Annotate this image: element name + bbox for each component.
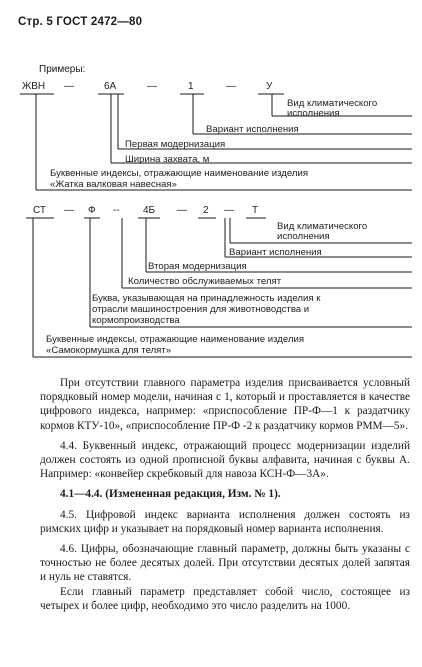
label-variant: Вариант исполнения	[206, 124, 299, 135]
code-dash: —	[64, 205, 74, 216]
label-first-modernization: Первая модернизация	[125, 139, 226, 150]
code-letters: ЖВН	[22, 81, 46, 92]
label-product-name: «Жатка валковая навесная»	[50, 179, 177, 190]
label-product-name: «Самокормушка для телят»	[46, 345, 172, 356]
label-letter-indices: Буквенные индексы, отражающие наименование изделия	[46, 334, 305, 345]
label-climate-line1: Вид климатического	[287, 98, 378, 109]
paragraph-no-main-parameter: При отсутствии главного параметра изделия присваивается условный порядковый номер модели, начиная с 1, который и проставляется в качестве цифрового индекса, например: «приспособление ПР-Ф—1 к раздатчику кормов КТУ-10», «приспособление ПР-Ф -2 к раздатчику кормов РММ—5».	[40, 377, 410, 432]
examples-label: Примеры:	[39, 64, 86, 75]
code-letters: СТ	[33, 205, 46, 216]
body-text	[40, 376, 410, 613]
label-industry-line2: отрасли машиностроения для животноводства и	[92, 304, 310, 315]
label-climate-line1: Вид климатического	[277, 221, 368, 232]
code-width: 6А	[104, 81, 117, 92]
label-industry-line3: кормопроизводства	[92, 315, 180, 326]
label-variant: Вариант исполнения	[229, 247, 322, 258]
code-industry-letter: Ф	[88, 205, 96, 216]
code-count: 4Б	[143, 205, 156, 216]
label-climate-line2: исполнения	[277, 231, 330, 242]
label-industry-line1: Буква, указывающая на принадлежность изделия к	[92, 293, 321, 304]
code-dash: —	[64, 81, 74, 92]
label-capture-width: Ширина захвата, м	[125, 154, 210, 165]
paragraph-4-6: 4.6. Цифры, обозначающие главный параметр, должны быть указаны с точностью не более десятых долей. При отсутствии десятых долей запятая и нуль не ставятся.	[40, 543, 410, 584]
label-second-modernization: Вторая модернизация	[148, 261, 247, 272]
code-climate: У	[266, 81, 273, 92]
code-climate: Т	[252, 205, 259, 216]
paragraph-4-5: 4.5. Цифровой индекс варианта исполнения должен состоять из римских цифр и указывает на порядковый номер варианта исполнения.	[40, 508, 410, 535]
label-climate-line2: исполнения	[287, 108, 340, 119]
paragraph-amendment: 4.1—4.4. (Измененная редакция, Изм. № 1).	[60, 488, 281, 501]
code-dash: —	[226, 81, 236, 92]
paragraph-thousand: Если главный параметр представляет собой число, состоящее из четырех и более цифр, необходимо это число разделить на 1000.	[40, 585, 410, 612]
code-modernization: 2	[203, 205, 209, 216]
code-modernization: 1	[188, 81, 194, 92]
page-header: Стр. 5 ГОСТ 2472—80	[18, 16, 143, 28]
code-dash: --	[113, 205, 120, 216]
code-dash: —	[224, 205, 234, 216]
label-letter-indices: Буквенные индексы, отражающие наименование изделия	[50, 168, 309, 179]
code-dash: —	[177, 205, 187, 216]
label-calf-count: Количество обслуживаемых телят	[128, 276, 282, 287]
paragraph-4-4: 4.4. Буквенный индекс, отражающий процесс модернизации изделий должен состоять из одной прописной буквы алфавита, начиная с буквы А. Например: «конвейер скребковый для навоза КСН-Ф—3А».	[40, 439, 410, 481]
code-dash: —	[147, 81, 157, 92]
